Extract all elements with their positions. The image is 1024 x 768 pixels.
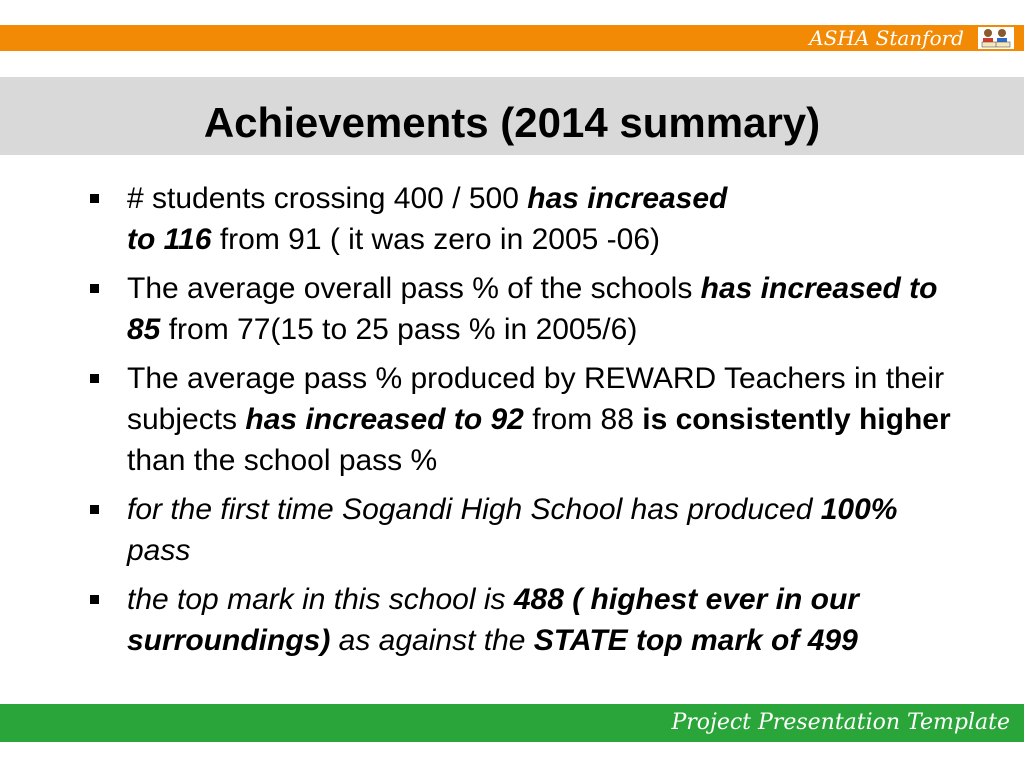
bullet-text: pass	[127, 534, 191, 567]
footer-band	[0, 704, 1024, 742]
bullet-item	[86, 268, 966, 350]
bullet-text: The average pass % produced by REWARD Teachers in their subjects	[127, 362, 945, 436]
square-bullet-icon	[90, 284, 99, 293]
bullet-text: from 77(15 to 25 pass % in 2005/6)	[160, 313, 638, 346]
square-bullet-icon	[90, 374, 99, 383]
bullet-item	[86, 358, 966, 481]
bullet-bold: is consistently higher	[642, 403, 951, 436]
bullet-emphasis: to 116	[127, 223, 212, 256]
bullet-emphasis: has increased	[527, 182, 728, 215]
bullet-emphasis: STATE top mark of 499	[533, 624, 858, 657]
bullet-item	[86, 579, 966, 661]
bullet-emphasis: has increased to 85	[127, 272, 938, 346]
bullet-text: for the first time Sogandi High School has produced	[127, 493, 821, 526]
footer-text: Project Presentation Template	[671, 710, 1010, 735]
bullet-text: the top mark in this school is	[127, 583, 514, 616]
slide-title: Achievements (2014 summary)	[203, 99, 821, 146]
bullet-text: than the school pass %	[127, 444, 438, 477]
bullet-emphasis: 100%	[820, 493, 898, 526]
header-band	[0, 25, 1024, 51]
bullet-emphasis: 488 ( highest ever in our surroundings)	[127, 583, 859, 657]
brand-name: ASHA Stanford	[809, 26, 964, 50]
children-reading-logo-icon	[976, 25, 1016, 51]
bullet-text: from 88	[523, 403, 643, 436]
bullet-text: # students crossing 400 / 500	[127, 182, 528, 215]
bullet-emphasis: has increased to 92	[245, 403, 524, 436]
title-band	[0, 77, 1024, 155]
square-bullet-icon	[90, 595, 99, 604]
bullet-text: The average overall pass % of the schools	[127, 272, 701, 305]
bullet-text: as against the	[330, 624, 534, 657]
bullet-text: from 91 ( it was zero in 2005 -06)	[211, 223, 661, 256]
square-bullet-icon	[90, 194, 99, 203]
bullet-list	[86, 178, 966, 669]
bullet-item	[86, 489, 966, 571]
square-bullet-icon	[90, 505, 99, 514]
bullet-item	[86, 178, 966, 260]
